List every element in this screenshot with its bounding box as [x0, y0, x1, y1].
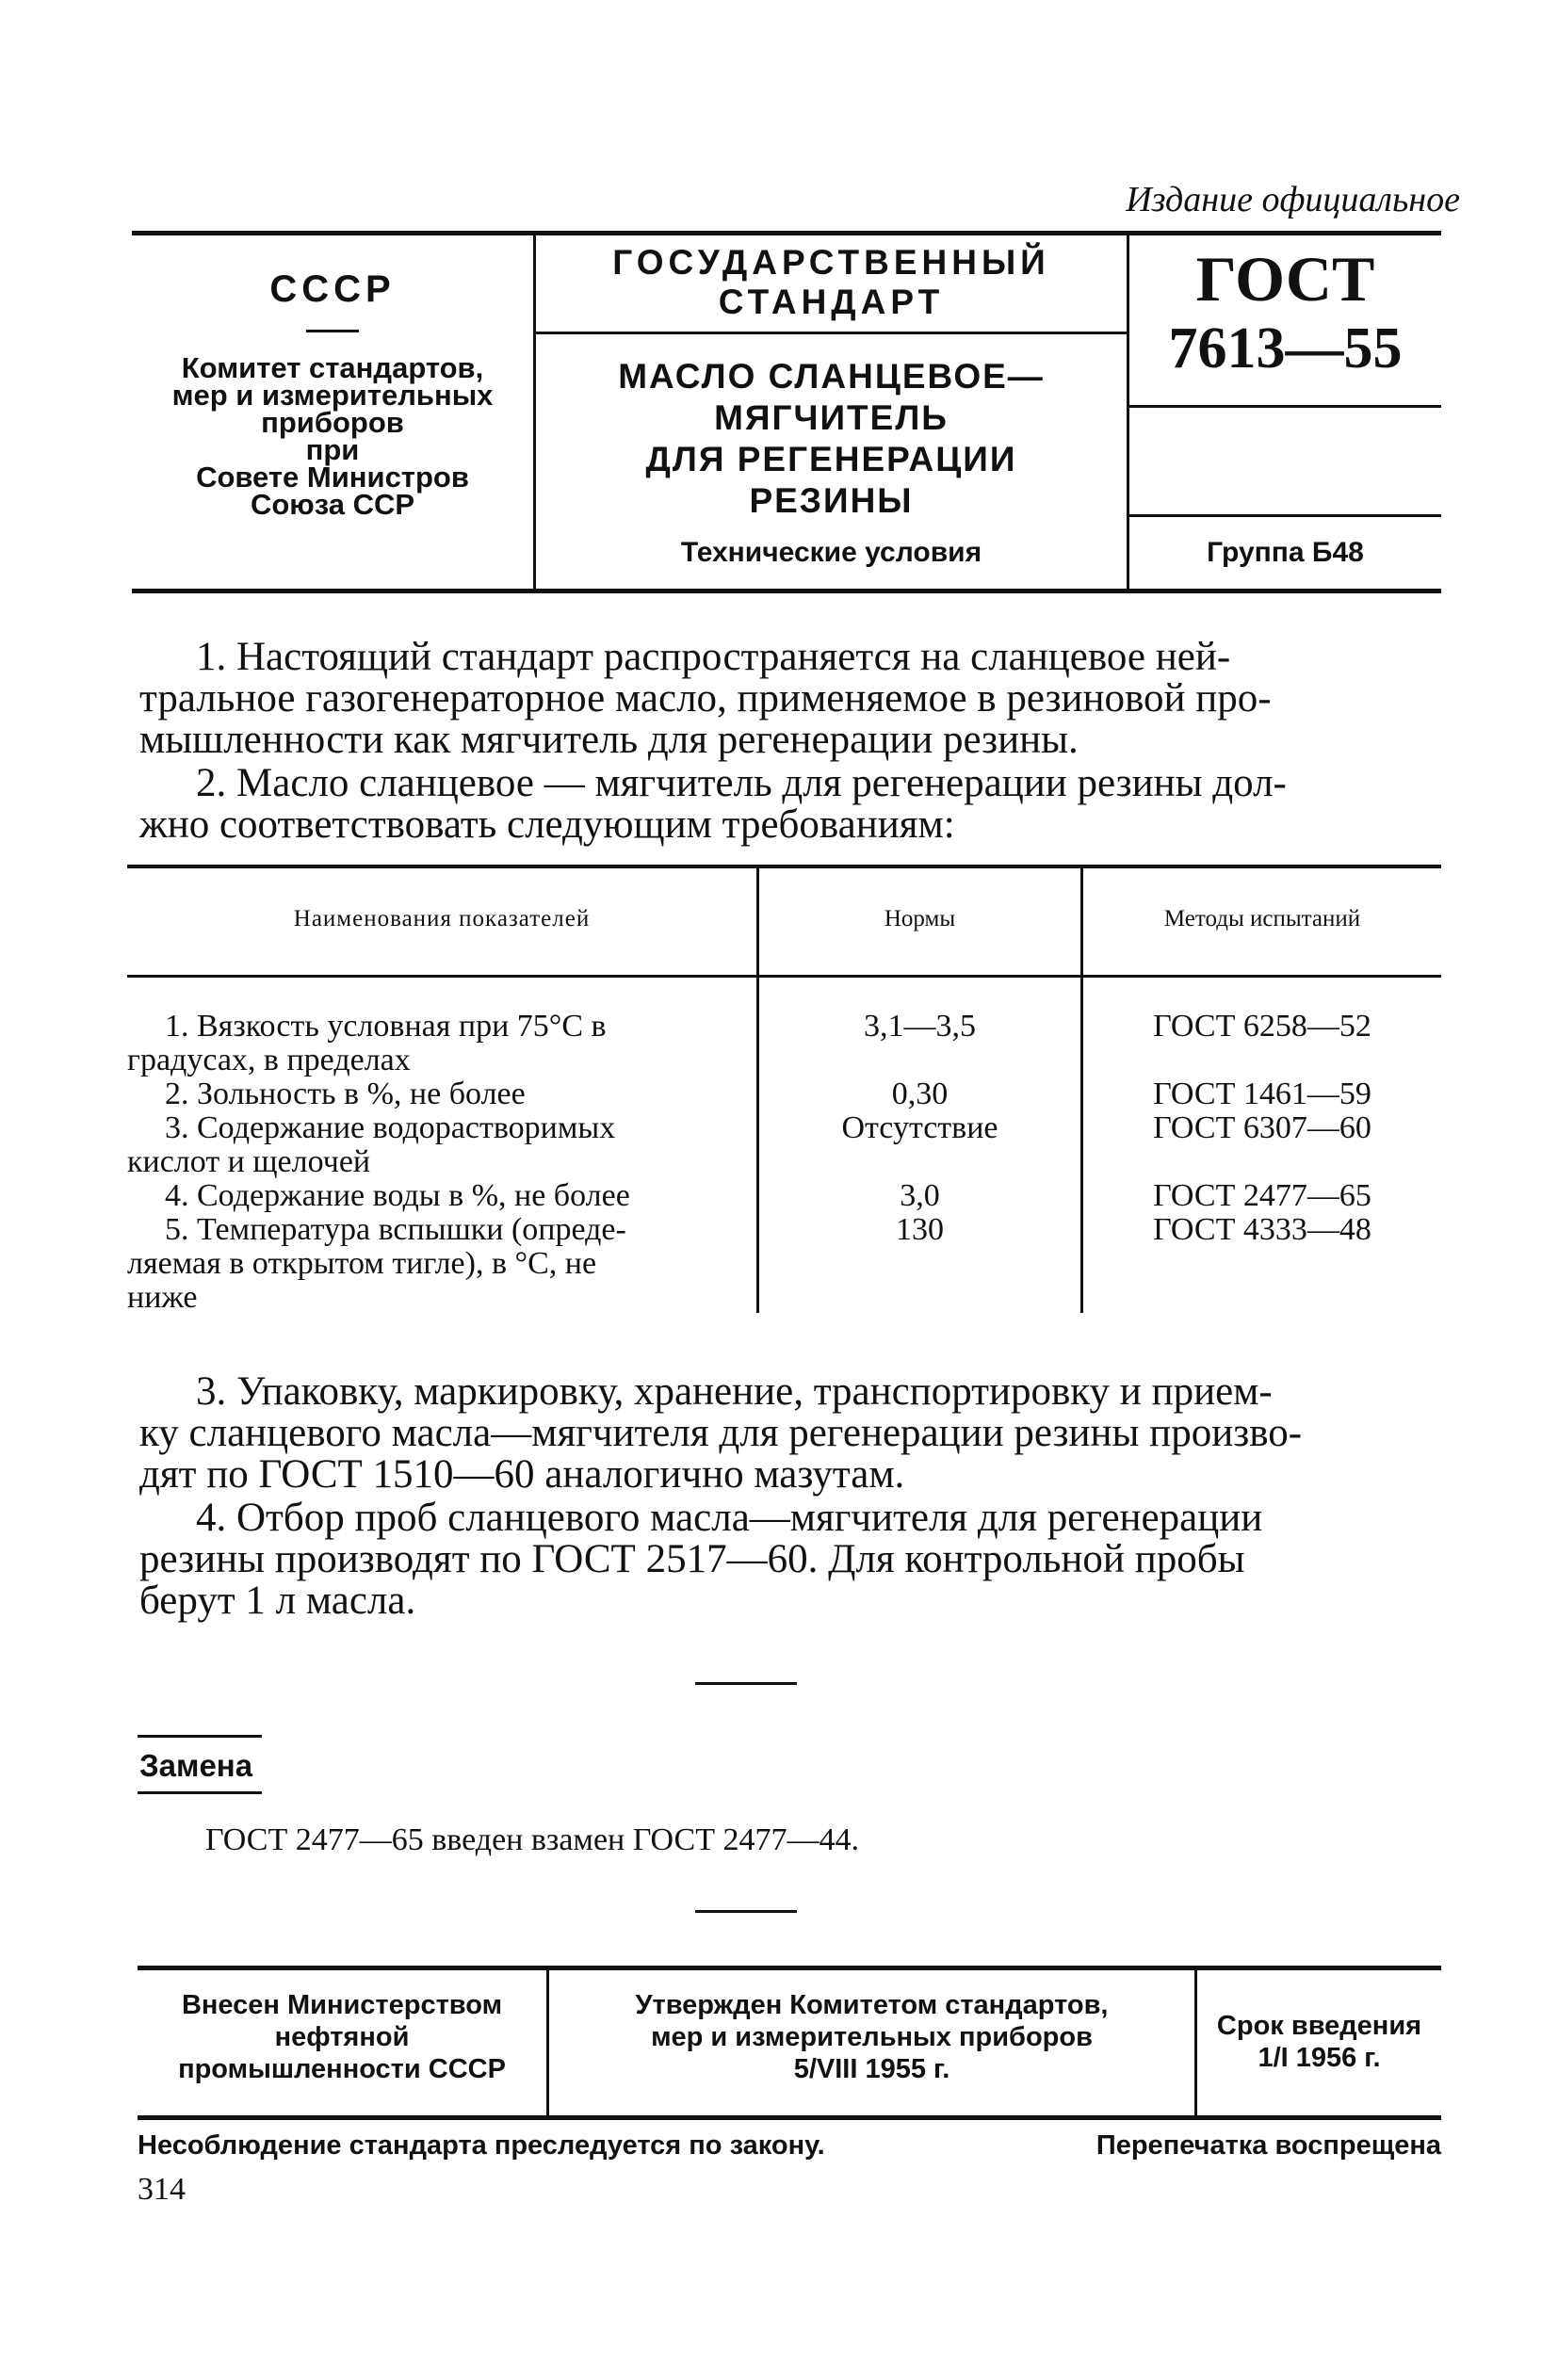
table-row: 3. Содержание водорастворимых кислот и щелочей: [127, 1110, 616, 1179]
paragraph-2: 2. Масло сланцевое — мягчитель для регенерации резины дол- жно соответствовать следующим требованиям:: [139, 761, 1287, 847]
page-number: 314: [138, 2172, 186, 2207]
gost-label: ГОСТ: [1195, 243, 1375, 315]
table-cell-method: ГОСТ 1461—59: [1153, 1077, 1371, 1111]
gost-rule-2: [1129, 514, 1441, 517]
org-line: при: [305, 433, 360, 466]
table-header-name: Наименования показателей: [293, 906, 591, 931]
footer-bottom-rule: [138, 2115, 1441, 2120]
header-bottom-rule: [132, 589, 1441, 593]
table-row: 5. Температура вспышки (опреде- ляемая в открытом тигле), в °С, не ниже: [127, 1212, 626, 1315]
table-header-method: Методы испытаний: [1163, 906, 1361, 931]
table-cell-method: ГОСТ 6307—60: [1153, 1110, 1371, 1145]
org-line: Совете Министров: [196, 461, 469, 494]
org-lines: [132, 351, 533, 521]
table-cell-norm: 3,1—3,5: [864, 1009, 976, 1044]
org-separator: [306, 330, 359, 332]
footer-top-rule: [138, 1966, 1441, 1970]
table-row: 2. Зольность в %, не более: [165, 1077, 526, 1111]
gost-rule-1: [1129, 405, 1441, 408]
header-top-rule: [132, 231, 1441, 235]
footer-introduced: Внесен Министерством нефтяной промышленности СССР: [178, 1990, 506, 2084]
table-header-norm: Нормы: [884, 906, 956, 931]
org-line: Комитет стандартов,: [181, 351, 484, 384]
paragraph-1: 1. Настоящий стандарт распространяется на сланцевое ней- тральное газогенераторное масло, применяемое в резиновой про- мышленности как мягчитель для регенерации резины.: [139, 635, 1272, 762]
table-cell-method: ГОСТ 6258—52: [1153, 1009, 1371, 1044]
org-line: мер и измерительных: [171, 379, 494, 412]
section-separator: [695, 1682, 797, 1685]
table-cell-norm: Отсутствие: [841, 1110, 998, 1145]
document-subtitle: Технические условия: [680, 537, 982, 568]
org-line: Союза ССР: [250, 488, 415, 521]
replacement-rule-top: [138, 1735, 262, 1738]
legal-notice: Несоблюдение стандарта преследуется по закону.: [138, 2130, 825, 2161]
standard-type: ГОСУДАРСТВЕННЫЙ СТАНДАРТ: [612, 243, 1050, 321]
footer-approved: Утвержден Комитетом стандартов, мер и измерительных приборов 5/VIII 1955 г.: [635, 1990, 1109, 2084]
table-cell-norm: 0,30: [891, 1077, 949, 1111]
reprint-notice: Перепечатка воспрещена: [1095, 2130, 1441, 2161]
replacement-label: Замена: [139, 1748, 253, 1783]
table-cell-norm: 130: [896, 1212, 944, 1247]
gost-number: 7613—55: [1168, 316, 1403, 380]
replacement-rule-bottom: [138, 1791, 262, 1794]
document-title: МАСЛО СЛАНЦЕВОЕ— МЯГЧИТЕЛЬ ДЛЯ РЕГЕНЕРАЦИИ РЕЗИНЫ: [618, 357, 1045, 520]
edition-label: Издание официальное: [1126, 180, 1460, 219]
table-top-rule: [127, 865, 1441, 868]
replacement-text: ГОСТ 2477—65 введен взамен ГОСТ 2477—44.: [205, 1822, 859, 1857]
org-country: СССР: [269, 268, 396, 310]
table-cell-method: ГОСТ 4333—48: [1153, 1212, 1371, 1247]
header-mid-rule: [536, 332, 1127, 334]
paragraph-3: 3. Упаковку, маркировку, хранение, транспортировку и прием- ку сланцевого масла—мягчителя для регенерации резины произво- дят по ГОСТ 1510—60 аналогично мазутам.: [139, 1369, 1303, 1497]
paragraph-4: 4. Отбор проб сланцевого масла—мягчителя для регенерации резины производят по ГОСТ 2517—60. Для контрольной пробы берут 1 л масла.: [139, 1496, 1263, 1623]
org-line: приборов: [261, 406, 404, 439]
footer-separator: [695, 1910, 797, 1913]
gost-group: Группа Б48: [1207, 537, 1364, 568]
footer-effective: Срок введения 1/I 1956 г.: [1216, 2011, 1422, 2073]
table-row: 4. Содержание воды в %, не более: [165, 1178, 630, 1213]
table-cell-method: ГОСТ 2477—65: [1153, 1178, 1371, 1213]
table-cell-norm: 3,0: [900, 1178, 940, 1213]
table-row: 1. Вязкость условная при 75°С в градусах, в пределах: [127, 1009, 607, 1077]
table-header-rule: [127, 975, 1441, 978]
